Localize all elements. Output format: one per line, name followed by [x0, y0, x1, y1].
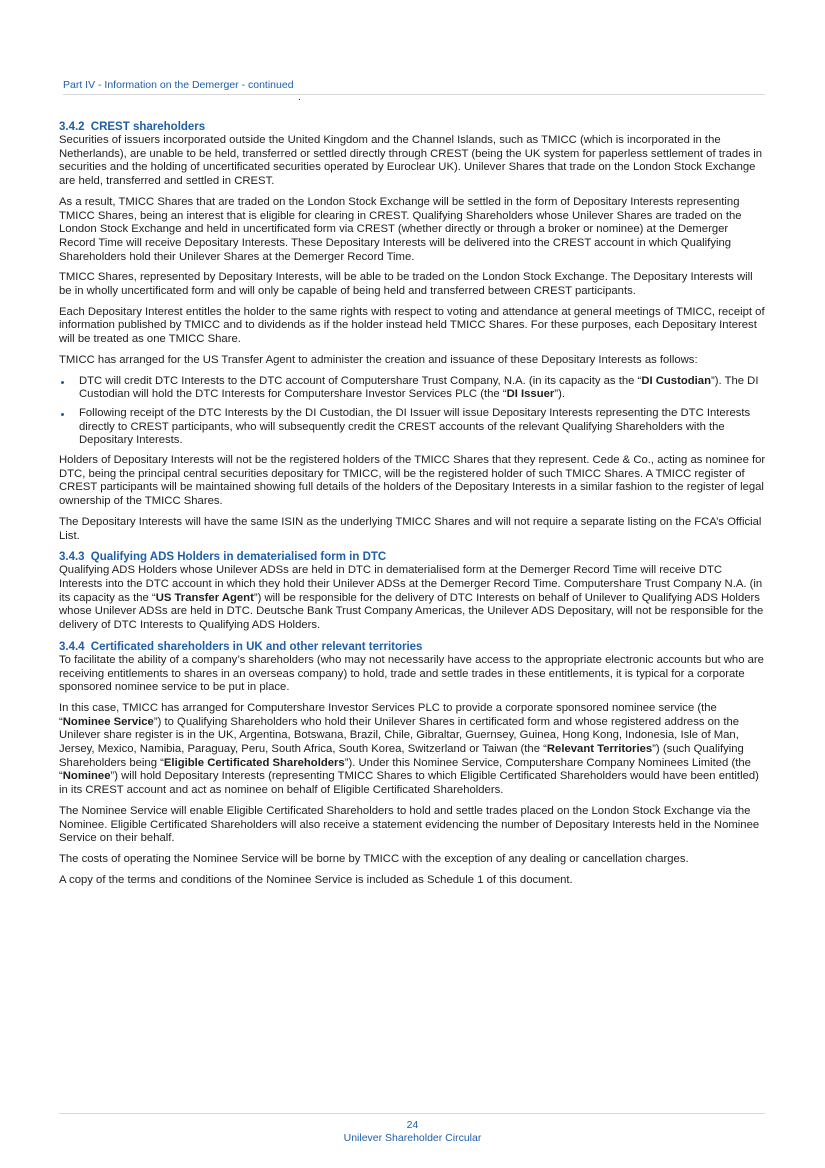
section-number: 3.4.2: [59, 121, 85, 133]
section-heading-3-4-4: [59, 640, 767, 654]
section-heading-3-4-2: [59, 120, 767, 134]
stray-dot: [299, 99, 300, 100]
paragraph: Each Depositary Interest entitles the holder to the same rights with respect to voting and attendance at general meetings of TMICC, receipt of information published by TMICC and to dividends as if the holder instead held TMICC Shares. For these purposes, each Depositary Interest will be treated as one TMICC Share.: [59, 305, 765, 346]
page-footer: [0, 1119, 825, 1145]
defined-term: DI Issuer: [506, 388, 555, 401]
paragraph: The Depositary Interests will have the same ISIN as the underlying TMICC Shares and will not require a separate listing on the FCA’s Official List.: [59, 515, 762, 542]
defined-term: Nominee: [62, 770, 111, 783]
paragraph: The Nominee Service will enable Eligible Certificated Shareholders to hold and settle trades placed on the London Stock Exchange via the Nominee. Eligible Certificated Shareholders will also receive a statement evidencing the number of Depositary Interests held in the Nominee Service on their behalf.: [59, 804, 760, 845]
footer-divider: [59, 1113, 765, 1114]
section-heading-3-4-3: [59, 550, 767, 564]
paragraph: In this case, TMICC has arranged for Computershare Investor Services PLC to provide a corporate sponsored nominee service (the “Nominee Service”) to Qualifying Shareholders who hold their Unilever Shares in certificated form and whose registered address on the Unilever share register is in the UK, Argentina, Botswana, Brazil, Chile, Gibraltar, Guernsey, Guinea, Hong Kong, Indonesia, Isle of Man, Jersey, Mexico, Namibia, Paraguay, Peru, South Africa, South Korea, Switzerland or Taiwan (the “Relevant Territories”) (such Qualifying Shareholders being “Eligible Certificated Shareholders”). Under this Nominee Service, Computershare Company Nominees Limited (the “Nominee”) will hold Depositary Interests (representing TMICC Shares to which Eligible Certificated Shareholders would have been entitled) in its CREST account and act as nominee on behalf of Eligible Certificated Shareholders.: [59, 701, 759, 797]
section-title: Qualifying ADS Holders in dematerialised form in DTC: [90, 551, 387, 564]
paragraph: A copy of the terms and conditions of the Nominee Service is included as Schedule 1 of this document.: [59, 873, 573, 886]
bullet-item: DTC will credit DTC Interests to the DTC account of Computershare Trust Company, N.A. (in its capacity as the “DI Custodian”). The DI Custodian will hold the DTC Interests for Computershare Investor Services PLC (the “DI Issuer”).: [59, 375, 767, 402]
page-body: [59, 120, 767, 894]
defined-term: Relevant Territories: [546, 743, 653, 756]
paragraph: Holders of Depositary Interests will not be the registered holders of the TMICC Shares that they represent. Cede & Co., acting as nominee for DTC, being the principal central securities depositary for TMICC, will be the registered holder of such TMICC Shares. A TMICC register of CREST participants will be maintained showing full details of the holders of the Depositary Interests in a similar fashion to the register of legal ownership of the TMICC Shares.: [59, 454, 766, 508]
document-title: Unilever Shareholder Circular: [343, 1132, 482, 1144]
paragraph: TMICC Shares, represented by Depositary Interests, will be able to be traded on the London Stock Exchange. The Depositary Interests will be in wholly uncertificated form and will only be capable of being held and transferred between CREST participants.: [59, 271, 753, 298]
page-number: 24: [406, 1119, 419, 1131]
paragraph: TMICC has arranged for the US Transfer Agent to administer the creation and issuance of these Depositary Interests as follows:: [59, 353, 698, 366]
paragraph: As a result, TMICC Shares that are traded on the London Stock Exchange will be settled in the form of Depositary Interests representing TMICC Shares, being an interest that is eligible for clearing in CREST. Qualifying Shareholders whose Unilever Shares are traded on the London Stock Exchange and held in uncertificated form via CREST (whether directly or through a broker or nominee) at the Demerger Record Time will receive Depositary Interests. These Depositary Interests will be delivered into the CREST account in which Qualifying Shareholders hold their Unilever Shares at the Demerger Record Time.: [59, 195, 742, 263]
section-number: 3.4.3: [59, 551, 85, 564]
paragraph: To facilitate the ability of a company’s shareholders (who may not necessarily have access to the appropriate electronic accounts but who are receiving entitlements to shares in an overseas company) to hold, trade and settle trades in these entitlements, it is typical for a corporate sponsored nominee service to be put in place.: [59, 653, 764, 694]
paragraph: The costs of operating the Nominee Service will be borne by TMICC with the exception of any dealing or cancellation charges.: [59, 852, 689, 865]
defined-term: Nominee Service: [62, 715, 154, 728]
defined-term: Eligible Certificated Shareholders: [163, 756, 345, 769]
paragraph: Securities of issuers incorporated outside the United Kingdom and the Channel Islands, such as TMICC (which is incorporated in the Netherlands), are unable to be held, transferred or settled directly through CREST (being the UK system for paperless settlement of trades in securities and the holding of uncertificated securities operated by Euroclear UK). Unilever Shares that trade on the London Stock Exchange are held, transferred and settled in CREST.: [59, 134, 763, 188]
bullet-list: [59, 375, 767, 449]
section-title: CREST shareholders: [90, 121, 206, 133]
defined-term: US Transfer Agent: [155, 591, 254, 604]
running-header: Part IV - Information on the Demerger - continued: [63, 79, 765, 95]
bullet-item: Following receipt of the DTC Interests by the DI Custodian, the DI Issuer will issue Depositary Interests representing the DTC Interests directly to CREST participants, who will subsequently credit the CREST accounts of the relevant Qualifying Shareholders with the Depositary Interests.: [59, 407, 767, 448]
defined-term: DI Custodian: [641, 374, 711, 387]
section-number: 3.4.4: [59, 640, 85, 653]
section-title: Certificated shareholders in UK and other relevant territories: [90, 640, 423, 653]
paragraph: Qualifying ADS Holders whose Unilever ADSs are held in DTC in dematerialised form at the Demerger Record Time will receive DTC Interests into the DTC account in which they hold their Unilever ADSs at the Demerger Record Time. Computershare Trust Company N.A. (in its capacity as the “US Transfer Agent”) will be responsible for the delivery of DTC Interests on behalf of Unilever to Qualifying ADS Holders whose Unilever ADSs are held in DTC. Deutsche Bank Trust Company Americas, the Unilever ADS Depositary, will not be responsible for the delivery of DTC Interests to Qualifying ADS Holders.: [59, 564, 764, 632]
